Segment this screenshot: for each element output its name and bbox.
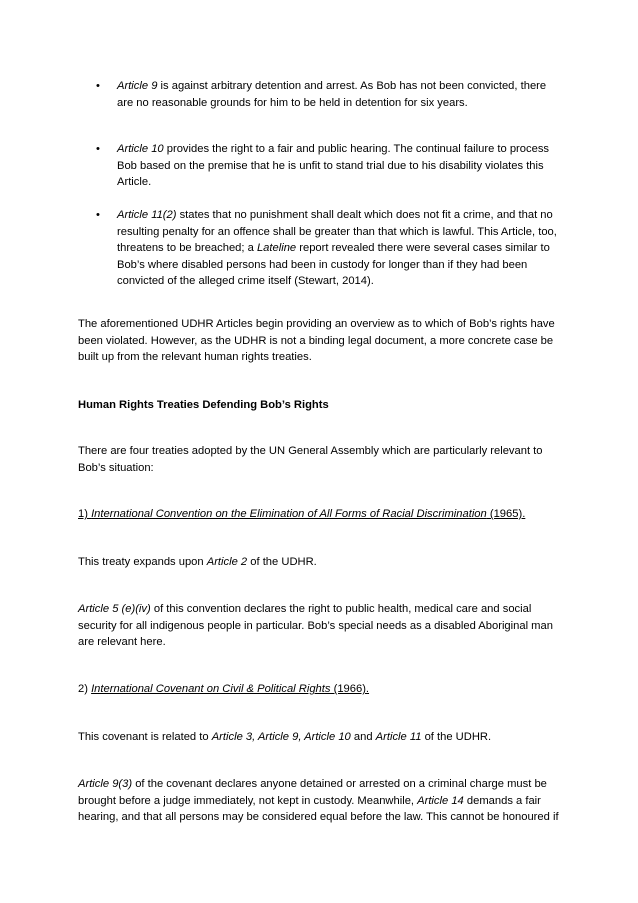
section-heading: Human Rights Treaties Defending Bob’s Rights bbox=[78, 399, 329, 411]
treaty-1-heading: 1) International Convention on the Elimination of All Forms of Racial Discrimination (1965). bbox=[78, 508, 526, 520]
article-ref: Article 2 bbox=[206, 556, 248, 568]
bullet-article-11-2: Article 11(2) states that no punishment shall dealt which does not fit a crime, and that no resulting penalty for an offence shall be greater than that which is lawful. This Article, too, threatens to be breached; a Lateline report revealed there were several cases similar to Bob’s where disabled persons had been in custody for longer than if they had been convicted of the alleged crime itself (Stewart, 2014). bbox=[117, 209, 557, 287]
paragraph-four-treaties: There are four treaties adopted by the UN General Assembly which are particularly relevant to Bob’s situation: bbox=[78, 445, 543, 474]
treaty-2-heading: 2) International Covenant on Civil & Political Rights (1966). bbox=[78, 683, 370, 695]
treaty-2-title: International Covenant on Civil & Political Rights bbox=[91, 683, 331, 695]
article-ref: Article 10 bbox=[117, 143, 164, 155]
bullet-marker: • bbox=[96, 209, 100, 221]
bullet-marker: • bbox=[96, 80, 100, 92]
treaty-2-paragraph-1: This covenant is related to Article 3, Article 9, Article 10 and Article 11 of the UDHR. bbox=[78, 731, 492, 743]
treaty-1-title: International Convention on the Elimination of All Forms of Racial Discrimination bbox=[91, 508, 487, 520]
treaty-1-paragraph-2: Article 5 (e)(iv) of this convention declares the right to public health, medical care and social security for all indigenous people in particular. Bob’s special needs as a disabled Aboriginal man are relevant here. bbox=[78, 603, 553, 648]
bullet-article-10: Article 10 provides the right to a fair and public hearing. The continual failure to process Bob based on the premise that he is unfit to stand trial due to his disability violates this Article. bbox=[117, 143, 550, 188]
article-ref: Article 11(2) bbox=[117, 209, 177, 221]
treaty-2-paragraph-2: Article 9(3) of the covenant declares anyone detained or arrested on a criminal charge must be brought before a judge immediately, not kept in custody. Meanwhile, Article 14 demands a fair hearing, and that all persons may be considered equal before the law. This cannot be honoured if bbox=[78, 778, 559, 823]
paragraph-udhr: The aforementioned UDHR Articles begin providing an overview as to which of Bob’s rights have been violated. However, as the UDHR is not a binding legal document, a more concrete case be built up from the relevant human rights treaties. bbox=[78, 318, 555, 363]
article-ref: Article 5 (e)(iv) bbox=[78, 603, 151, 615]
bullet-article-9: Article 9 is against arbitrary detention and arrest. As Bob has not been convicted, there are no reasonable grounds for him to be held in detention for six years. bbox=[117, 80, 547, 109]
article-ref: Article 9 bbox=[117, 80, 158, 92]
treaty-1-paragraph-1: This treaty expands upon Article 2 of the UDHR. bbox=[78, 556, 317, 568]
article-ref: Article 9(3) bbox=[78, 778, 133, 790]
article-ref: Article 14 bbox=[417, 794, 464, 807]
lateline-ref: Lateline bbox=[256, 242, 297, 254]
article-ref: Article 11 bbox=[375, 731, 422, 743]
article-refs: Article 3, Article 9, Article 10 bbox=[211, 731, 351, 743]
bullet-marker: • bbox=[96, 143, 100, 155]
